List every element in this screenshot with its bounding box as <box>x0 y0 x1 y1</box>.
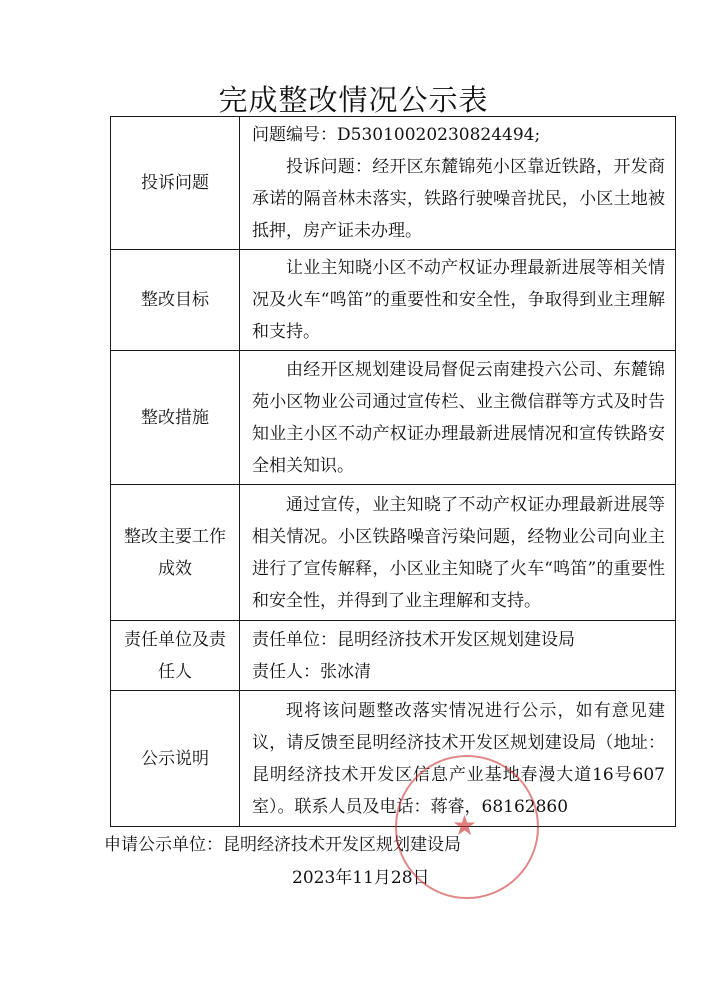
footer-unit: 申请公示单位：昆明经济技术开发区规划建设局 <box>104 835 461 855</box>
row-notice <box>111 691 676 827</box>
page-title: 完成整改情况公示表 <box>218 83 489 117</box>
responsible-unit: 责任单位：昆明经济技术开发区规划建设局 <box>252 629 575 650</box>
content-goal: 让业主知晓小区不动产权证办理最新进展等相关情况及火车“鸣笛”的重要性和安全性，争取得到业主理解和支持。 <box>240 250 676 351</box>
row-goal <box>111 250 676 351</box>
responsible-person: 责任人：张冰清 <box>252 661 371 682</box>
footer-date: 2023年11月28日 <box>292 868 430 888</box>
content-responsible <box>240 621 676 691</box>
row-results <box>111 485 676 621</box>
content-notice: 现将该问题整改落实情况进行公示，如有意见建议，请反馈至昆明经济技术开发区规划建设局（地址：昆明经济技术开发区信息产业基地春漫大道16号607室）。联系人员及电话：蒋睿，68162860 <box>240 691 676 827</box>
row-complaint <box>111 117 676 250</box>
complaint-id: 问题编号：D53010020230824494; <box>252 125 541 145</box>
label-complaint: 投诉问题 <box>111 117 240 250</box>
content-measures: 由经开区规划建设局督促云南建投六公司、东麓锦苑小区物业公司通过宣传栏、业主微信群等方式及时告知业主小区不动产权证办理最新进展情况和宣传铁路安全相关知识。 <box>240 351 676 485</box>
seal-star-icon: ★ <box>452 809 478 842</box>
label-measures: 整改措施 <box>111 351 240 485</box>
content-results: 通过宣传，业主知晓了不动产权证办理最新进展等相关情况。小区铁路噪音污染问题，经物业公司向业主进行了宣传解释，小区业主知晓了火车“鸣笛”的重要性和安全性，并得到了业主理解和支持。 <box>240 485 676 621</box>
notice-table <box>110 116 676 827</box>
content-complaint <box>240 117 676 250</box>
label-responsible: 责任单位及责任人 <box>111 621 240 691</box>
label-goal: 整改目标 <box>111 250 240 351</box>
label-results: 整改主要工作成效 <box>111 485 240 621</box>
complaint-text: 投诉问题：经开区东麓锦苑小区靠近铁路，开发商承诺的隔音林未落实，铁路行驶噪音扰民，小区土地被抵押，房产证未办理。 <box>252 157 665 241</box>
row-responsible <box>111 621 676 691</box>
row-measures <box>111 351 676 485</box>
label-notice: 公示说明 <box>111 691 240 827</box>
